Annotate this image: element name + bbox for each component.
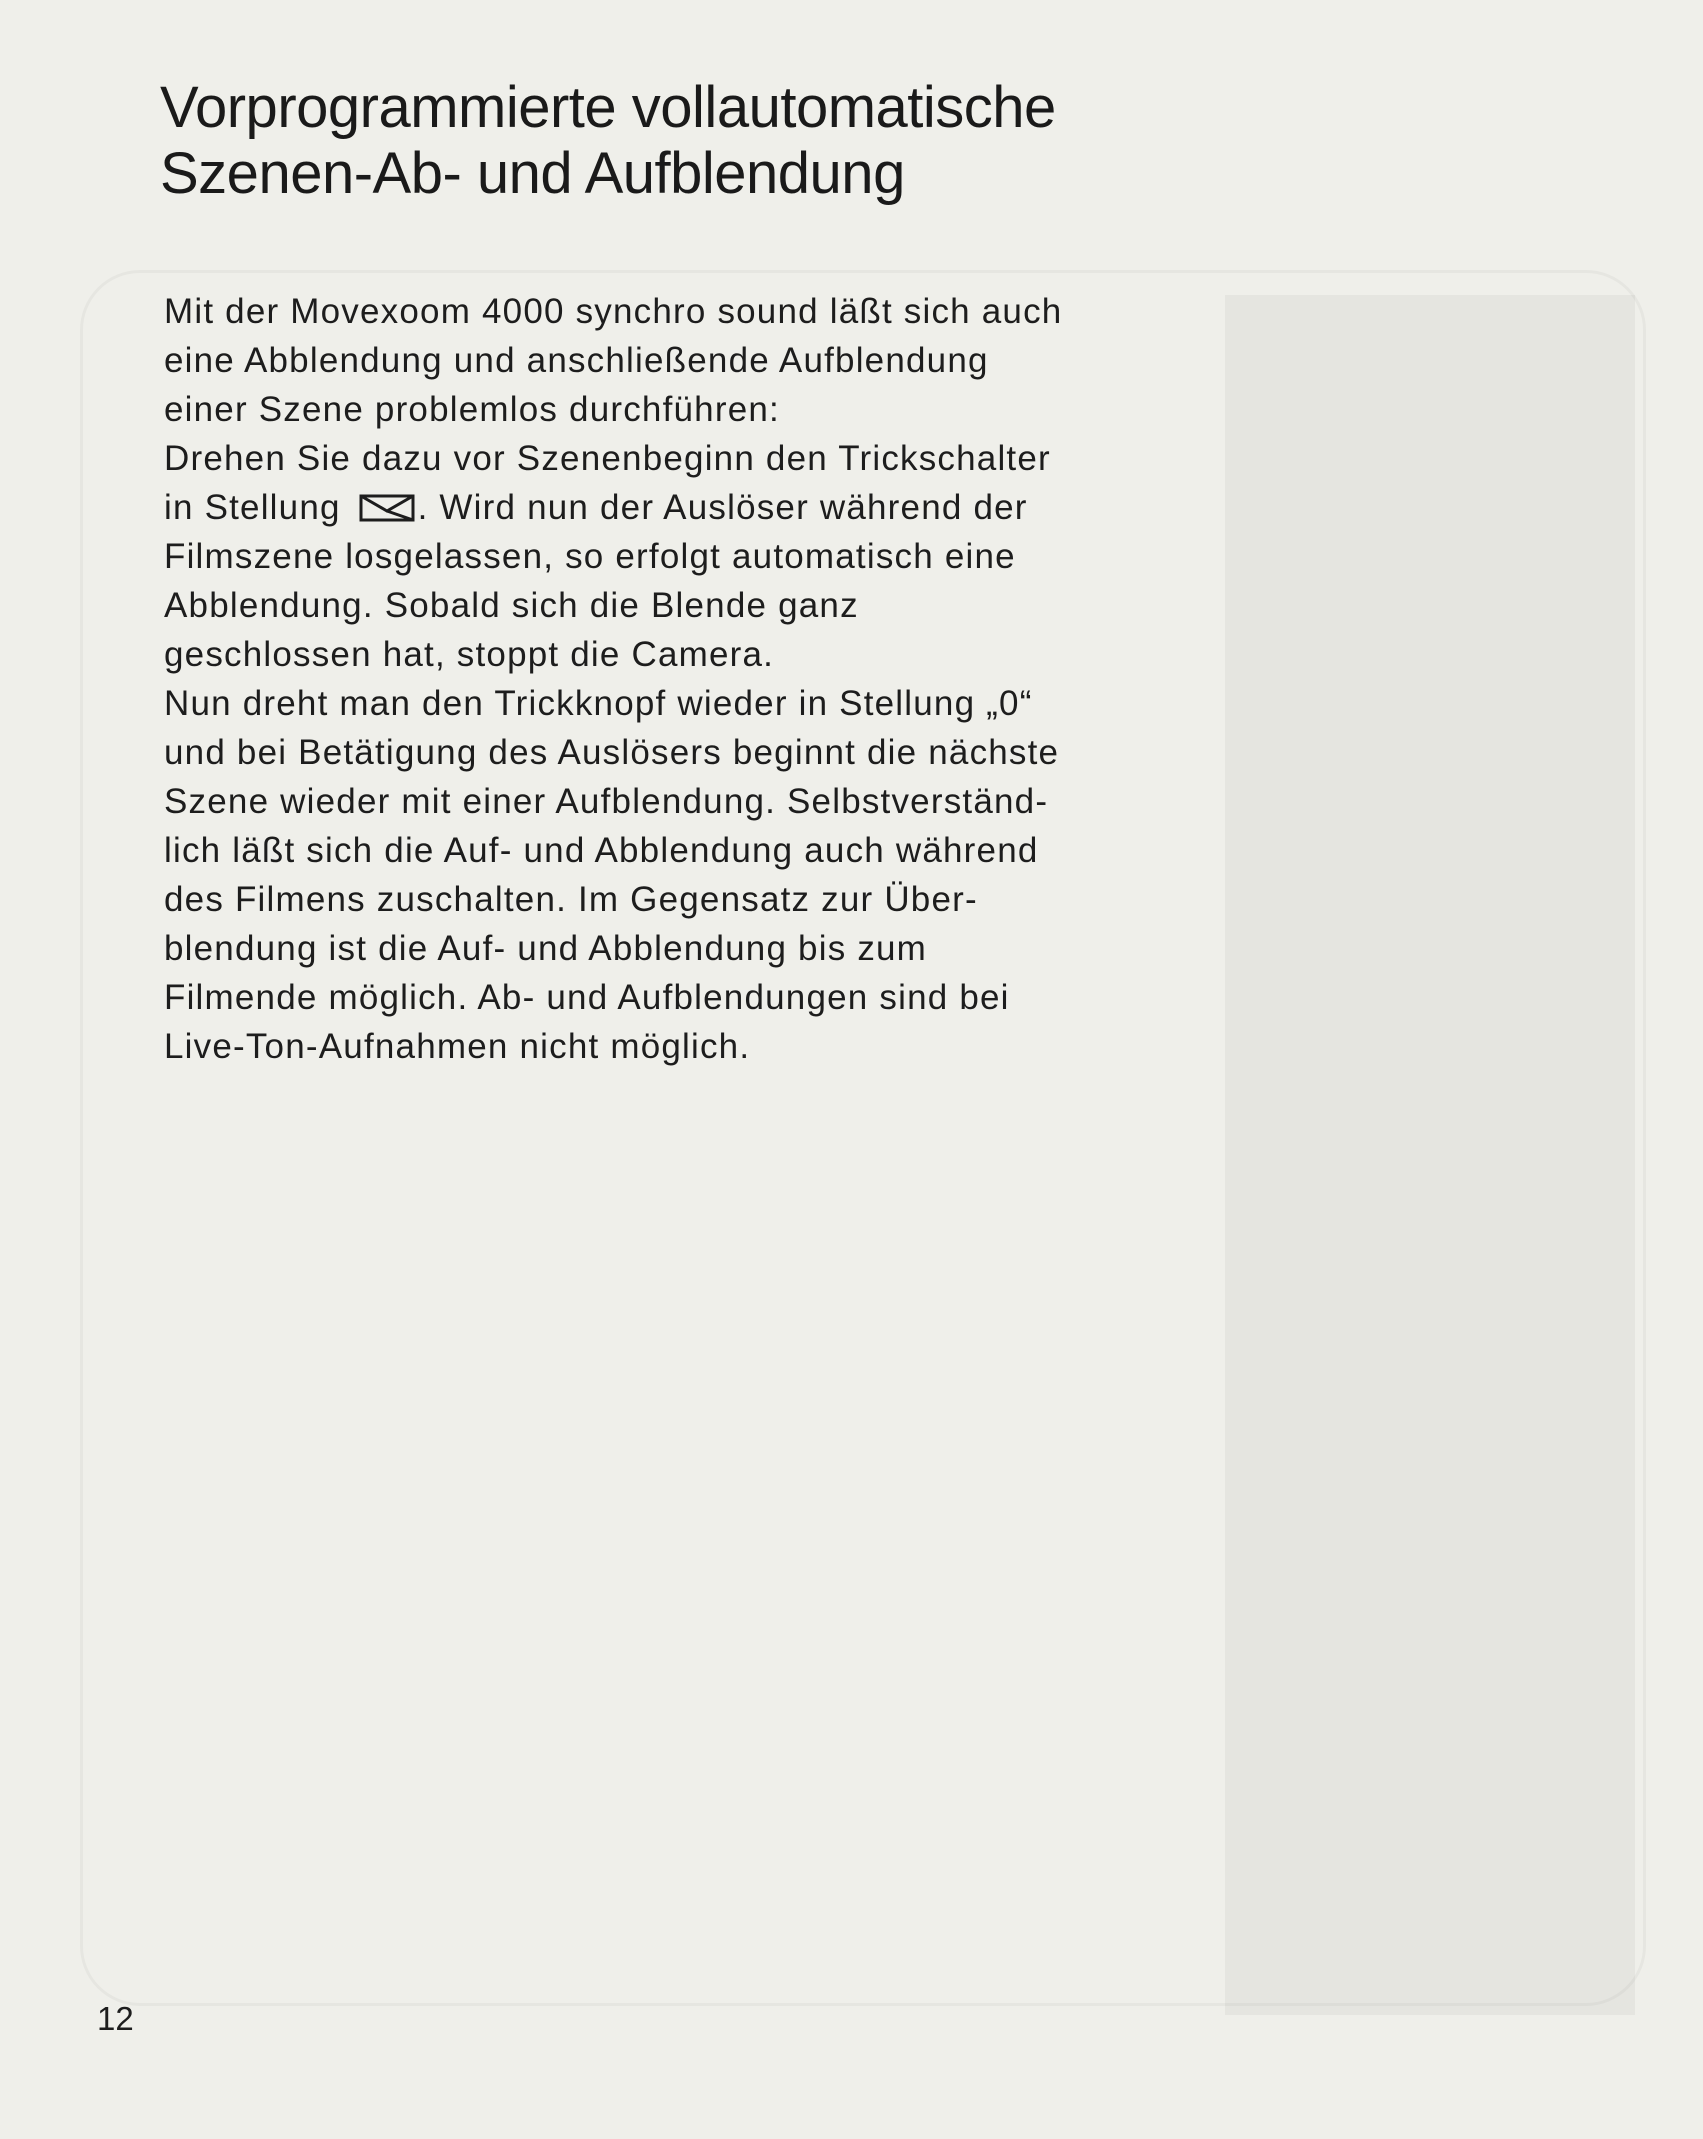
page-title-line-2: Szenen-Ab- und Aufblendung	[160, 141, 905, 206]
reverse-page-photo-show-through	[1225, 295, 1635, 2015]
intro-paragraph	[164, 287, 1274, 434]
text-line: Live-Ton-Aufnahmen nicht möglich.	[164, 1027, 751, 1066]
text-line: blendung ist die Auf- und Abblendung bis zum	[164, 929, 928, 968]
text-line: lich läßt sich die Auf- und Abblendung auch während	[164, 831, 1039, 870]
page-title-line-1: Vorprogrammierte vollautomatische	[160, 75, 1056, 140]
text-line: Nun dreht man den Trickknopf wieder in Stellung „0“	[164, 684, 1033, 723]
text-line-segment: in Stellung	[164, 488, 352, 527]
text-line: Filmszene losgelassen, so erfolgt automatisch eine	[164, 537, 1016, 576]
text-line: Filmende möglich. Ab- und Aufblendungen sind bei	[164, 978, 1010, 1017]
fade-symbol-icon	[358, 493, 416, 523]
body-text	[164, 287, 1274, 1071]
text-line: des Filmens zuschalten. Im Gegensatz zur Über-	[164, 880, 978, 919]
page-number: 12	[97, 2000, 134, 2037]
text-line: und bei Betätigung des Auslösers beginnt die nächste	[164, 733, 1060, 772]
text-line-segment: . Wird nun der Auslöser während der	[417, 488, 1028, 527]
continuation-paragraph	[164, 679, 1274, 1071]
text-line: Mit der Movexoom 4000 synchro sound läßt sich auch	[164, 292, 1063, 331]
instructions-paragraph	[164, 434, 1274, 679]
text-line: einer Szene problemlos durchführen:	[164, 390, 780, 429]
text-line: Drehen Sie dazu vor Szenenbeginn den Trickschalter	[164, 439, 1051, 478]
text-line: geschlossen hat, stoppt die Camera.	[164, 635, 775, 674]
page-title	[160, 75, 1056, 207]
text-line: eine Abblendung und anschließende Aufblendung	[164, 341, 989, 380]
text-line: Szene wieder mit einer Aufblendung. Selbstverständ-	[164, 782, 1049, 821]
text-line: Abblendung. Sobald sich die Blende ganz	[164, 586, 859, 625]
